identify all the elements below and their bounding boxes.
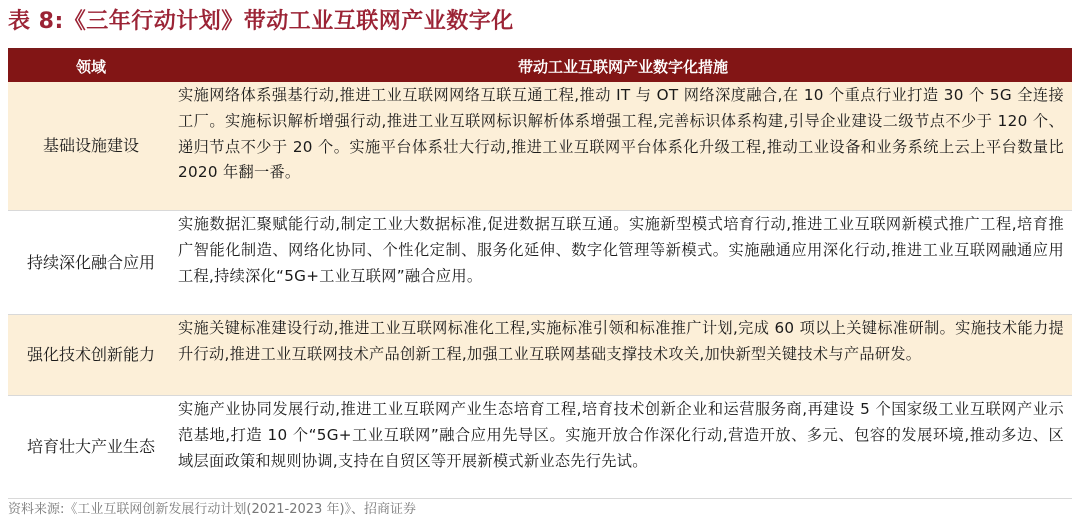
row-area: 培育壮大产业生态: [26, 437, 155, 456]
table-row: [8, 211, 1072, 315]
header-area: 领域: [75, 57, 106, 76]
row-area: 基础设施建设: [42, 136, 139, 155]
row-measures: 实施产业协同发展行动,推进工业互联网产业生态培育工程,培育技术创新企业和运营服务商,再建设 5 个国家级工业互联网产业示范基地,打造 10 个“5G+工业互联网”融合应用先导区。实施开放合作深化行动,营造开放、多元、包容的发展环境,推动多边、区域层面政策和规则协调,支持在自贸区等开展新模式新业态先行先试。: [178, 400, 1064, 470]
table-title: 表 8:《三年行动计划》带动工业互联网产业数字化: [8, 9, 514, 34]
row-area: 强化技术创新能力: [26, 345, 155, 364]
table-row: [8, 82, 1072, 211]
row-area: 持续深化融合应用: [26, 252, 155, 272]
table-row: [8, 315, 1072, 396]
table-header: [8, 50, 1072, 82]
measures-table: [8, 48, 1072, 499]
row-measures: 实施关键标准建设行动,推进工业互联网标准化工程,实施标准引领和标准推广计划,完成 60 项以上关键标准研制。实施技术能力提升行动,推进工业互联网技术产品创新工程,加强工业互联网基础支撑技术攻关,加快新型关键技术与产品研发。: [178, 319, 1064, 363]
header-measures: 带动工业互联网产业数字化措施: [517, 57, 728, 76]
table-row: [8, 396, 1072, 499]
source-note: 资料来源:《工业互联网创新发展行动计划(2021-2023 年)》、招商证券: [8, 502, 417, 517]
row-measures: 实施网络体系强基行动,推进工业互联网网络互联互通工程,推动 IT 与 OT 网络深度融合,在 10 个重点行业打造 30 个 5G 全连接工厂。实施标识解析增强行动,推进工业互联网标识解析体系增强工程,完善标识体系构建,引导企业建设二级节点不少于 120 个、递归节点不少于 20 个。实施平台体系壮大行动,推进工业互联网平台体系化升级工程,推动工业设备和业务系统上云上平台数量比 2020 年翻一番。: [178, 86, 1064, 182]
row-measures: 实施数据汇聚赋能行动,制定工业大数据标准,促进数据互联互通。实施新型模式培育行动,推进工业互联网新模式推广工程,培育推广智能化制造、网络化协同、个性化定制、服务化延伸、数字化管理等新模式。实施融通应用深化行动,推进工业互联网融通应用工程,持续深化“5G+工业互联网”融合应用。: [178, 215, 1064, 285]
